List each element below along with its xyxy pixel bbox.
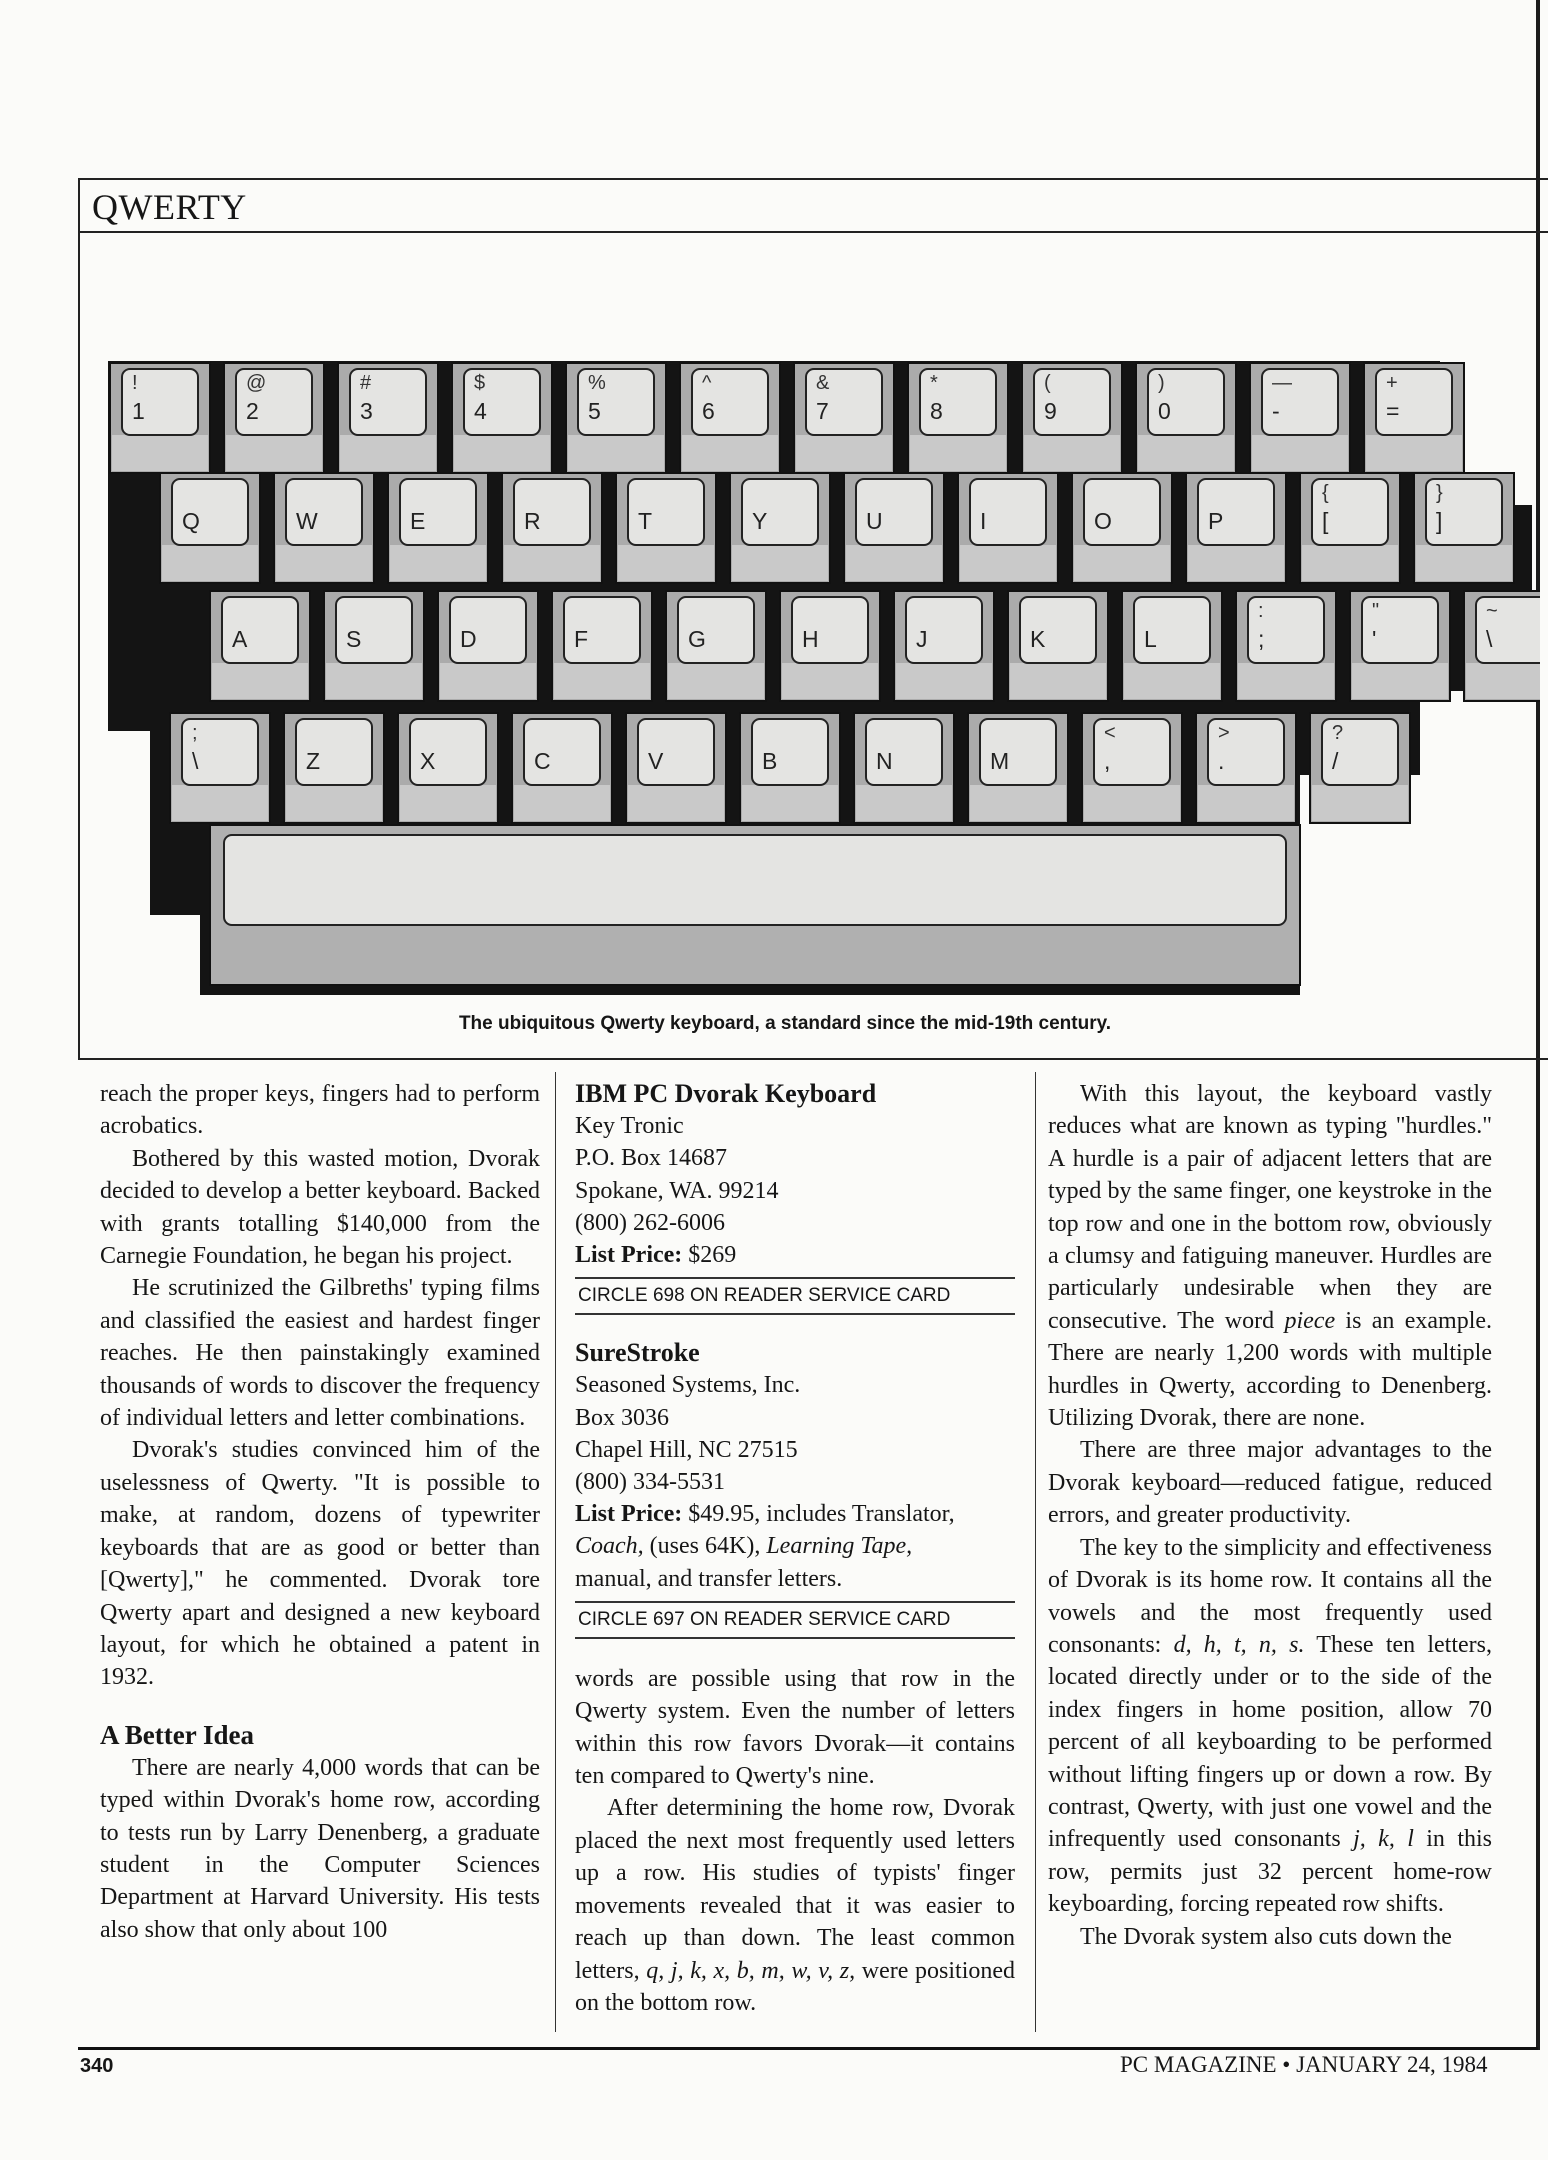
key-legend: [	[1322, 508, 1329, 534]
key-legend-shift: &	[816, 372, 830, 394]
key-legend: B	[762, 748, 778, 774]
paragraph-text: The key to the simplicity and effectiveness of Dvorak is its home row. It contains all the vowels and the most frequently used consonants:	[1048, 1534, 1492, 1658]
key-front	[390, 545, 486, 581]
key-legend: X	[420, 748, 436, 774]
key-legend: ]	[1436, 508, 1443, 534]
price-line-continued: manual, and transfer letters.	[575, 1565, 843, 1592]
key-legend-shift: %	[588, 372, 606, 394]
key-legend: 2	[246, 398, 259, 424]
key-front	[1084, 785, 1180, 821]
key-front	[340, 435, 436, 471]
key-front	[1024, 435, 1120, 471]
page-number: 340	[80, 2055, 114, 2077]
qwerty-keyboard-illustration	[100, 355, 1540, 1005]
key-front	[742, 785, 838, 821]
key-front	[454, 435, 550, 471]
figure-caption: The ubiquitous Qwerty keyboard, a standard since the mid-19th century.	[458, 1013, 1112, 1034]
caption-rule	[78, 1058, 1548, 1060]
key-front	[846, 545, 942, 581]
key-front	[732, 545, 828, 581]
key-legend: A	[232, 626, 248, 652]
key-legend: R	[524, 508, 541, 534]
key-legend: W	[296, 508, 318, 534]
key-legend: ,	[1104, 748, 1111, 774]
key-front	[226, 435, 322, 471]
page-edge-shadow	[1536, 0, 1540, 2050]
paragraph: Dvorak's studies convinced him of the uselessness of Qwerty. "It is possible to make, at random, dozens of typewriter keyboards that are as good or better than [Qwerty]," he commented. Dvorak tore Qwerty apart and designed a new keyboard layout, for which he obtained a patent in 1932.	[100, 1437, 540, 1691]
section-title: QWERTY	[92, 187, 247, 227]
key-legend: Y	[752, 508, 768, 534]
paragraph: There are nearly 4,000 words that can be typed within Dvorak's home row, according to tests run by Larry Denenberg, a graduate student in the Computer Sciences Department at Harvard University. His tests also show that only about 100	[100, 1754, 540, 1943]
key-legend: T	[638, 508, 653, 534]
key-legend: J	[916, 626, 928, 652]
key-front	[1138, 435, 1234, 471]
key-front	[326, 663, 422, 699]
key-front	[1366, 435, 1462, 471]
key-front	[856, 785, 952, 821]
key-front	[554, 663, 650, 699]
paragraph	[575, 1792, 1015, 2019]
key-legend: V	[648, 748, 664, 774]
key-legend: 6	[702, 398, 715, 424]
key-front	[276, 545, 372, 581]
header-rule	[78, 231, 1548, 233]
key-legend: S	[346, 626, 362, 652]
product-item: Learning Tape,	[766, 1533, 913, 1560]
key-front	[1416, 545, 1512, 581]
key-legend: P	[1208, 508, 1224, 534]
key-legend-shift: "	[1372, 600, 1380, 622]
paragraph: He scrutinized the Gilbreths' typing films and classified the easiest and hardest finger reaches. He then painstakingly examined thousands of words to discover the frequency of individual letters and letter combinations.	[100, 1275, 540, 1432]
paragraph-text: is an example. There are nearly 1,200 words with multiple hurdles in Qwerty, according to Denenberg. Utilizing Dvorak, there are none.	[1048, 1307, 1493, 1432]
key-legend: /	[1332, 748, 1339, 774]
address-line: P.O. Box 14687	[575, 1145, 728, 1172]
key-legend: \	[1486, 626, 1493, 652]
key-front	[910, 435, 1006, 471]
key-legend-shift: @	[246, 372, 267, 394]
key-legend: 9	[1044, 398, 1057, 424]
key-front	[1074, 545, 1170, 581]
key-front	[960, 545, 1056, 581]
key-front	[618, 545, 714, 581]
key-legend: Z	[306, 748, 321, 774]
key-legend-shift: ~	[1486, 600, 1498, 622]
key-legend: L	[1144, 626, 1157, 652]
product-name: IBM PC Dvorak Keyboard	[575, 1079, 877, 1108]
reader-service-note: CIRCLE 698 ON READER SERVICE CARD	[575, 1277, 1015, 1315]
key-front	[568, 435, 664, 471]
price-label: List Price:	[575, 1242, 683, 1269]
key-legend: =	[1386, 398, 1400, 424]
address-line: Spokane, WA. 99214	[575, 1177, 779, 1204]
key-front	[896, 663, 992, 699]
footer-rule	[78, 2047, 1538, 2050]
key-legend-shift: !	[132, 372, 138, 394]
key-legend: 8	[930, 398, 943, 424]
key-legend-shift: :	[1258, 600, 1264, 622]
key-front	[504, 545, 600, 581]
key-legend: U	[866, 508, 883, 534]
key-front	[782, 663, 878, 699]
key-front	[286, 785, 382, 821]
key-front	[970, 785, 1066, 821]
address-line: Box 3036	[575, 1404, 670, 1431]
article-column-3	[1048, 1078, 1492, 1953]
letter-list: d, h, t, n, s.	[1173, 1631, 1305, 1658]
key-legend: 7	[816, 398, 829, 424]
paragraph: The Dvorak system also cuts down the	[1080, 1923, 1452, 1950]
reader-service-note: CIRCLE 697 ON READER SERVICE CARD	[575, 1601, 1015, 1639]
key-front	[1252, 435, 1348, 471]
key-legend: M	[990, 748, 1010, 774]
key-front	[172, 785, 268, 821]
key-legend-shift: *	[930, 372, 938, 394]
product-listing	[575, 1337, 1015, 1595]
product-name: SureStroke	[575, 1338, 700, 1368]
key-front	[440, 663, 536, 699]
example-word: piece	[1284, 1307, 1336, 1334]
paragraph-text: were positioned on the bottom row.	[575, 1957, 1016, 2016]
column-rule	[1035, 1072, 1036, 2032]
key-front	[1198, 785, 1294, 821]
key-front	[112, 435, 208, 471]
paragraph	[1048, 1532, 1492, 1921]
key-legend: D	[460, 626, 477, 652]
key-front	[162, 545, 258, 581]
product-item: Coach,	[575, 1533, 644, 1560]
key-legend-shift: )	[1158, 372, 1165, 394]
key-legend-shift: ;	[192, 722, 198, 744]
paragraph-text: After determining the home row, Dvorak placed the next most frequently used letters up a row. His studies of typists' finger movements revealed that it was easier to reach up than down. The least common letters,	[575, 1795, 1015, 1984]
key-legend: C	[534, 748, 551, 774]
key-front	[1124, 663, 1220, 699]
key-legend: -	[1272, 398, 1280, 424]
key-front	[796, 435, 892, 471]
key-legend-shift: >	[1218, 722, 1230, 744]
key-legend: 1	[132, 398, 145, 424]
key-legend-shift: —	[1272, 372, 1292, 394]
key-front	[1238, 663, 1334, 699]
phone-line: (800) 334-5531	[575, 1469, 725, 1496]
product-item: (uses 64K),	[649, 1533, 761, 1560]
paragraph-text: in this row, permits just 32 percent home-row keyboarding, forcing repeated row shifts.	[1048, 1826, 1492, 1918]
price-line	[575, 1498, 1015, 1530]
key-legend-shift: <	[1104, 722, 1116, 744]
key-legend-shift: +	[1386, 372, 1398, 394]
subhead: A Better Idea	[100, 1719, 254, 1750]
key-front	[1352, 663, 1448, 699]
paragraph-text: With this layout, the keyboard vastly reduces what are known as typing "hurdles." A hurdle is a pair of adjacent letters that are typed by the same finger, one keystroke in the top row and one in the bottom row, obviously a clumsy and fatiguing maneuver. Hurdles are particularly undesirable when they are consecutive. The word	[1048, 1081, 1492, 1334]
letter-list: q, j, k, x, b, m, w, v, z,	[646, 1957, 856, 1984]
frame-left-rule	[78, 178, 80, 1058]
key-legend-shift: }	[1436, 482, 1443, 504]
phone-line: (800) 262-6006	[575, 1209, 725, 1236]
key-legend: H	[802, 626, 819, 652]
key-front	[1188, 545, 1284, 581]
paragraph: There are three major advantages to the Dvorak keyboard—reduced fatigue, reduced errors, and greater productivity.	[1048, 1437, 1492, 1529]
key-legend: O	[1094, 508, 1112, 534]
address-line: Seasoned Systems, Inc.	[575, 1372, 801, 1399]
key-front	[1466, 663, 1540, 699]
keyboard-svg	[100, 355, 1540, 1005]
price-line-continued	[575, 1530, 1015, 1562]
key-front	[1312, 785, 1408, 821]
letter-list: j, k, l	[1353, 1826, 1414, 1853]
address-line: Key Tronic	[575, 1113, 684, 1140]
key-front	[628, 785, 724, 821]
key-legend: ;	[1258, 626, 1265, 652]
key-legend: N	[876, 748, 893, 774]
key-legend: I	[980, 508, 987, 534]
key-legend: .	[1218, 748, 1225, 774]
article-column-1	[100, 1078, 540, 1946]
key-legend-shift: {	[1322, 482, 1329, 504]
key-front	[400, 785, 496, 821]
paragraph: words are possible using that row in the Qwerty system. Even the number of letters within this row favors Dvorak—it contains ten compared to Qwerty's nine.	[575, 1665, 1015, 1790]
key-legend-shift: (	[1044, 372, 1051, 394]
column-rule	[555, 1072, 556, 2032]
key-legend: E	[410, 508, 426, 534]
address-line: Chapel Hill, NC 27515	[575, 1436, 798, 1463]
publication-line: PC MAGAZINE • JANUARY 24, 1984	[1120, 2052, 1488, 2077]
key-front	[668, 663, 764, 699]
price-value: $49.95, includes Translator,	[688, 1501, 955, 1528]
price-label: List Price:	[575, 1501, 683, 1528]
key-legend: Q	[182, 508, 200, 534]
spacebar-top	[224, 835, 1286, 925]
key-legend-shift: ?	[1332, 722, 1344, 744]
article-column-2	[575, 1078, 1015, 2019]
key-front	[1302, 545, 1398, 581]
key-legend: 0	[1158, 398, 1171, 424]
price-value: $269	[688, 1242, 737, 1269]
paragraph	[1048, 1078, 1492, 1434]
key-legend: 3	[360, 398, 373, 424]
price-line	[575, 1239, 1015, 1271]
key-legend: '	[1372, 626, 1377, 652]
key-legend-shift: ^	[702, 372, 712, 394]
key-legend: K	[1030, 626, 1046, 652]
key-legend: 4	[474, 398, 487, 424]
paragraph-text: These ten letters, located directly under or to the side of the index fingers in home position, allow 70 percent of all keyboarding to be performed without lifting fingers up or down a row. By contrast, Qwerty, with just one vowel and the infrequently used consonants	[1048, 1631, 1492, 1853]
paragraph: reach the proper keys, fingers had to perform acrobatics.	[100, 1081, 540, 1140]
paragraph: Bothered by this wasted motion, Dvorak decided to develop a better keyboard. Backed with grants totalling $140,000 from the Carnegie Foundation, he began his project.	[100, 1145, 540, 1270]
key-front	[1010, 663, 1106, 699]
key-legend-shift: $	[474, 372, 486, 394]
key-legend: G	[688, 626, 706, 652]
frame-top-rule	[78, 178, 1548, 180]
key-legend: 5	[588, 398, 601, 424]
key-front	[682, 435, 778, 471]
key-front	[514, 785, 610, 821]
key-legend-shift: #	[360, 372, 372, 394]
key-front	[212, 663, 308, 699]
key-legend: \	[192, 748, 199, 774]
key-legend: F	[574, 626, 589, 652]
product-listing	[575, 1078, 1015, 1271]
